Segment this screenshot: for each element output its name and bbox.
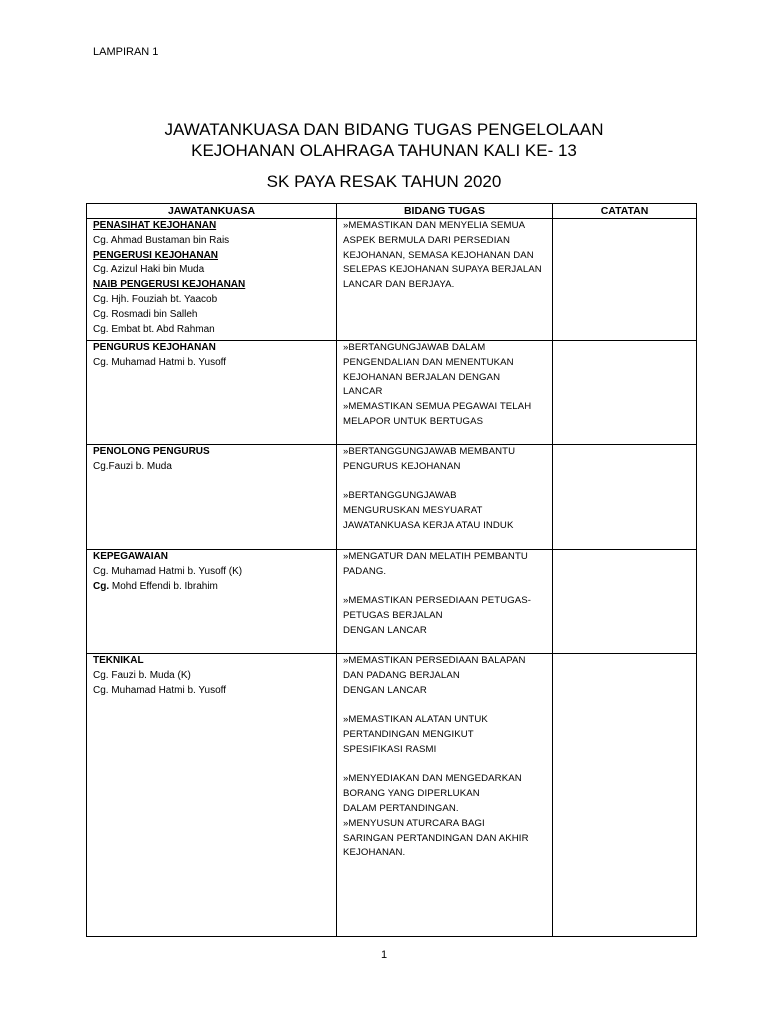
duties-cell bbox=[337, 219, 553, 341]
duty-line: MELAPOR UNTUK BERTUGAS bbox=[343, 415, 484, 427]
committee-member: Cg. Hjh. Fouziah bt. Yaacob bbox=[93, 293, 218, 305]
duty-line: DENGAN LANCAR bbox=[343, 684, 427, 696]
duty-spacer bbox=[343, 758, 546, 773]
duty-line: »MEMASTIKAN ALATAN UNTUK bbox=[343, 714, 488, 726]
committee-cell bbox=[87, 219, 337, 341]
committee-member: Cg. Fauzi b. Muda (K) bbox=[93, 669, 191, 681]
committee-table bbox=[86, 203, 697, 937]
member-prefix: Cg. bbox=[93, 580, 110, 592]
committee-member: Cg. Embat bt. Abd Rahman bbox=[93, 323, 215, 335]
column-header-notes: CATATAN bbox=[553, 204, 697, 219]
duty-line: »MENYUSUN ATURCARA BAGI bbox=[343, 817, 485, 829]
title-line-2: KEJOHANAN OLAHRAGA TAHUNAN KALI KE- 13 bbox=[191, 141, 577, 160]
duty-line: KEJOHANAN. bbox=[343, 847, 406, 859]
duty-line: SELEPAS KEJOHANAN SUPAYA BERJALAN bbox=[343, 264, 542, 276]
duty-line: »MEMASTIKAN SEMUA PEGAWAI TELAH bbox=[343, 401, 532, 413]
committee-member: Cg.Fauzi b. Muda bbox=[93, 460, 172, 472]
duties-cell bbox=[337, 654, 553, 937]
document-subtitle: SK PAYA RESAK TAHUN 2020 bbox=[266, 172, 502, 191]
notes-cell bbox=[553, 341, 697, 445]
duty-line: DENGAN LANCAR bbox=[343, 624, 427, 636]
notes-cell bbox=[553, 654, 697, 937]
table-row bbox=[87, 550, 697, 654]
committee-member: Cg. Ahmad Bustaman bin Rais bbox=[93, 234, 230, 246]
page-number: 1 bbox=[380, 949, 388, 961]
duty-line: SARINGAN PERTANDINGAN DAN AKHIR bbox=[343, 832, 529, 844]
duty-line: »BERTANGGUNGJAWAB MEMBANTU bbox=[343, 446, 516, 457]
committee-member: Cg. Muhamad Hatmi b. Yusoff (K) bbox=[93, 565, 243, 577]
committee-heading: PENGURUS KEJOHANAN bbox=[93, 342, 216, 353]
committee-member: Cg. Muhamad Hatmi b. Yusoff bbox=[93, 356, 227, 368]
duty-line: »MENGATUR DAN MELATIH PEMBANTU bbox=[343, 551, 528, 562]
duty-line: »BERTANGGUNGJAWAB bbox=[343, 490, 457, 502]
duties-cell bbox=[337, 341, 553, 445]
notes-cell bbox=[553, 445, 697, 550]
duty-spacer bbox=[343, 580, 546, 595]
committee-cell bbox=[87, 550, 337, 654]
duties-cell bbox=[337, 445, 553, 550]
committee-heading: PENGERUSI KEJOHANAN bbox=[93, 249, 219, 261]
duty-line: PETUGAS BERJALAN bbox=[343, 610, 443, 622]
table-row bbox=[87, 341, 697, 445]
committee-cell bbox=[87, 654, 337, 937]
committee-member: Cg. Muhamad Hatmi b. Yusoff bbox=[93, 684, 227, 696]
notes-cell bbox=[553, 219, 697, 341]
committee-member: Cg. Azizul Haki bin Muda bbox=[93, 264, 205, 276]
duty-line: LANCAR bbox=[343, 386, 383, 398]
duty-line: »BERTANGUNGJAWAB DALAM bbox=[343, 342, 486, 353]
duty-line: »MEMASTIKAN PERSEDIAAN BALAPAN bbox=[343, 655, 526, 666]
duties-cell bbox=[337, 550, 553, 654]
duty-line: PENGURUS KEJOHANAN bbox=[343, 460, 461, 472]
table-row bbox=[87, 219, 697, 341]
duty-spacer bbox=[343, 698, 546, 713]
duty-line: ASPEK BERMULA DARI PERSEDIAN bbox=[343, 234, 511, 246]
attachment-label: LAMPIRAN 1 bbox=[93, 46, 159, 58]
duty-line: »MEMASTIKAN DAN MENYELIA SEMUA bbox=[343, 220, 526, 231]
duty-line: SPESIFIKASI RASMI bbox=[343, 743, 437, 755]
committee-cell bbox=[87, 341, 337, 445]
duty-line: PENGENDALIAN DAN MENENTUKAN bbox=[343, 356, 514, 368]
title-line-1: JAWATANKUASA DAN BIDANG TUGAS PENGELOLAAN bbox=[164, 120, 604, 139]
committee-heading: TEKNIKAL bbox=[93, 655, 144, 666]
committee-heading: PENASIHAT KEJOHANAN bbox=[93, 220, 217, 231]
duty-line: PERTANDINGAN MENGIKUT bbox=[343, 728, 474, 740]
committee-heading: PENOLONG PENGURUS bbox=[93, 446, 210, 457]
committee-cell bbox=[87, 445, 337, 550]
committee-member: Cg. Mohd Effendi b. Ibrahim bbox=[93, 580, 218, 592]
committee-heading: NAIB PENGERUSI KEJOHANAN bbox=[93, 279, 246, 291]
duty-line: KEJOHANAN BERJALAN DENGAN bbox=[343, 371, 501, 383]
table-row bbox=[87, 445, 697, 550]
duty-line: DAN PADANG BERJALAN bbox=[343, 669, 460, 681]
table-row bbox=[87, 654, 697, 937]
duty-line: MENGURUSKAN MESYUARAT bbox=[343, 505, 483, 517]
column-header-duties: BIDANG TUGAS bbox=[337, 204, 553, 219]
notes-cell bbox=[553, 550, 697, 654]
column-header-committee: JAWATANKUASA bbox=[87, 204, 337, 219]
duty-line: »MEMASTIKAN PERSEDIAAN PETUGAS- bbox=[343, 595, 532, 607]
committee-member: Cg. Rosmadi bin Salleh bbox=[93, 308, 198, 320]
document-title bbox=[0, 119, 768, 161]
duty-line: DALAM PERTANDINGAN. bbox=[343, 802, 459, 814]
duty-line: KEJOHANAN, SEMASA KEJOHANAN DAN bbox=[343, 249, 534, 261]
duty-line: »MENYEDIAKAN DAN MENGEDARKAN bbox=[343, 773, 522, 785]
duty-spacer bbox=[343, 475, 546, 490]
duty-line: JAWATANKUASA KERJA ATAU INDUK bbox=[343, 519, 514, 531]
duty-line: LANCAR DAN BERJAYA. bbox=[343, 279, 455, 291]
duty-line: BORANG YANG DIPERLUKAN bbox=[343, 788, 480, 800]
table-header-row bbox=[87, 204, 697, 219]
duty-line: PADANG. bbox=[343, 565, 387, 577]
committee-heading: KEPEGAWAIAN bbox=[93, 551, 169, 562]
